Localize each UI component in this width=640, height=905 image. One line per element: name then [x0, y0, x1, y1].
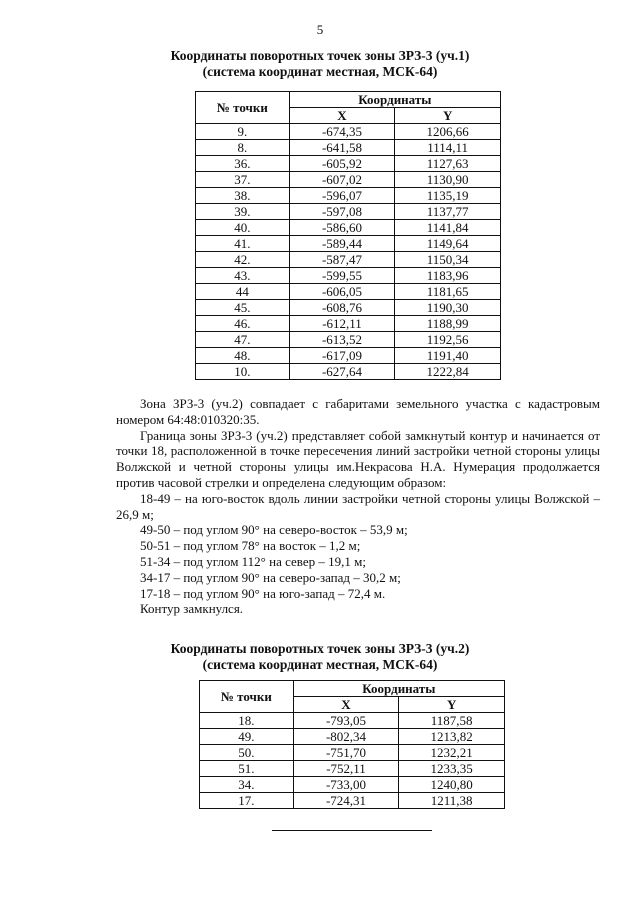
table-row: [200, 793, 505, 809]
x-cell: -751,70: [293, 745, 399, 761]
x-cell: -587,47: [289, 252, 395, 268]
table-row: [196, 156, 501, 172]
point-cell: 34.: [200, 777, 294, 793]
header-point: № точки: [200, 681, 294, 713]
segment-51-34: 51-34 – под углом 112° на север – 19,1 м;: [140, 553, 366, 569]
table-row: [196, 316, 501, 332]
y-cell: 1130,90: [395, 172, 501, 188]
y-cell: 1206,66: [395, 124, 501, 140]
point-cell: 37.: [196, 172, 290, 188]
y-cell: 1187,58: [399, 713, 505, 729]
x-cell: -613,52: [289, 332, 395, 348]
table1-title-line1: Координаты поворотных точек зоны ЗРЗ-3 (уч.1): [170, 48, 470, 63]
y-cell: 1149,64: [395, 236, 501, 252]
table-row: [196, 364, 501, 380]
x-cell: -733,00: [293, 777, 399, 793]
x-cell: -802,34: [293, 729, 399, 745]
table-row: [196, 284, 501, 300]
y-cell: 1233,35: [399, 761, 505, 777]
point-cell: 51.: [200, 761, 294, 777]
y-cell: 1183,96: [395, 268, 501, 284]
y-cell: 1190,30: [395, 300, 501, 316]
table-row: [200, 713, 505, 729]
table2-title: [60, 641, 580, 673]
segment-49-50: 49-50 – под углом 90° на северо-восток – 53,9 м;: [140, 522, 408, 538]
y-cell: 1141,84: [395, 220, 501, 236]
point-cell: 41.: [196, 236, 290, 252]
x-cell: -793,05: [293, 713, 399, 729]
table-row: [196, 204, 501, 220]
segment-18-49: 18-49 – на юго-восток вдоль линии застройки четной стороны улицы Волжской – 26,9 м;: [116, 490, 600, 522]
x-cell: -608,76: [289, 300, 395, 316]
header-y: Y: [399, 697, 505, 713]
x-cell: -586,60: [289, 220, 395, 236]
y-cell: 1232,21: [399, 745, 505, 761]
y-cell: 1192,56: [395, 332, 501, 348]
x-cell: -606,05: [289, 284, 395, 300]
signature-line: [272, 830, 432, 831]
header-x: X: [293, 697, 399, 713]
coordinates-table-2: [199, 680, 505, 809]
x-cell: -627,64: [289, 364, 395, 380]
table-row: [196, 188, 501, 204]
x-cell: -612,11: [289, 316, 395, 332]
table-row: [196, 300, 501, 316]
x-cell: -605,92: [289, 156, 395, 172]
table2-title-line2: (система координат местная, МСК-64): [202, 657, 438, 672]
x-cell: -724,31: [293, 793, 399, 809]
x-cell: -596,07: [289, 188, 395, 204]
table1-body: [196, 124, 501, 380]
table1-title: [60, 48, 580, 80]
header-y: Y: [395, 108, 501, 124]
x-cell: -607,02: [289, 172, 395, 188]
point-cell: 10.: [196, 364, 290, 380]
table-row: [196, 236, 501, 252]
table-row: [196, 124, 501, 140]
y-cell: 1222,84: [395, 364, 501, 380]
description-text: [116, 396, 600, 617]
point-cell: 47.: [196, 332, 290, 348]
y-cell: 1127,63: [395, 156, 501, 172]
point-cell: 44: [196, 284, 290, 300]
paragraph-boundary: Граница зоны ЗРЗ-3 (уч.2) представляет собой замкнутый контур и начинается от точки 18, расположенной в точке пересечения линий застройки четной стороны улицы Волжской и четной стороны улицы им.Некрасова Н.А. Нумерация продолжается против часовой стрелки и определена следующим образом:: [116, 427, 600, 490]
x-cell: -617,09: [289, 348, 395, 364]
point-cell: 39.: [196, 204, 290, 220]
y-cell: 1213,82: [399, 729, 505, 745]
table-row: [200, 729, 505, 745]
point-cell: 45.: [196, 300, 290, 316]
contour-closed: Контур замкнулся.: [140, 601, 244, 617]
point-cell: 49.: [200, 729, 294, 745]
segment-34-17: 34-17 – под углом 90° на северо-запад – 30,2 м;: [140, 569, 401, 585]
table-row: [196, 220, 501, 236]
y-cell: 1191,40: [395, 348, 501, 364]
table-row: [196, 348, 501, 364]
y-cell: 1188,99: [395, 316, 501, 332]
header-coordinates: Координаты: [293, 681, 504, 697]
point-cell: 40.: [196, 220, 290, 236]
y-cell: 1181,65: [395, 284, 501, 300]
point-cell: 38.: [196, 188, 290, 204]
table-row: [196, 252, 501, 268]
y-cell: 1240,80: [399, 777, 505, 793]
table2-title-line1: Координаты поворотных точек зоны ЗРЗ-3 (уч.2): [170, 641, 470, 656]
table-row: [196, 172, 501, 188]
y-cell: 1114,11: [395, 140, 501, 156]
x-cell: -674,35: [289, 124, 395, 140]
point-cell: 9.: [196, 124, 290, 140]
y-cell: 1135,19: [395, 188, 501, 204]
x-cell: -597,08: [289, 204, 395, 220]
y-cell: 1211,38: [399, 793, 505, 809]
point-cell: 50.: [200, 745, 294, 761]
table-row: [200, 777, 505, 793]
page-number: 5: [316, 22, 324, 37]
table-row: [200, 745, 505, 761]
table-row: [200, 761, 505, 777]
header-point: № точки: [196, 92, 290, 124]
paragraph-cadastral: Зона ЗРЗ-3 (уч.2) совпадает с габаритами земельного участка с кадастровым номером 64:48:010320:35.: [116, 396, 600, 427]
point-cell: 48.: [196, 348, 290, 364]
segment-50-51: 50-51 – под углом 78° на восток – 1,2 м;: [140, 538, 361, 554]
table2-body: [200, 713, 505, 809]
coordinates-table-1: [195, 91, 501, 380]
point-cell: 17.: [200, 793, 294, 809]
y-cell: 1137,77: [395, 204, 501, 220]
y-cell: 1150,34: [395, 252, 501, 268]
table-row: [196, 332, 501, 348]
x-cell: -589,44: [289, 236, 395, 252]
header-coordinates: Координаты: [289, 92, 500, 108]
point-cell: 8.: [196, 140, 290, 156]
segment-17-18: 17-18 – под углом 90° на юго-запад – 72,4 м.: [140, 585, 386, 601]
x-cell: -641,58: [289, 140, 395, 156]
point-cell: 36.: [196, 156, 290, 172]
table-row: [196, 140, 501, 156]
point-cell: 46.: [196, 316, 290, 332]
x-cell: -599,55: [289, 268, 395, 284]
point-cell: 43.: [196, 268, 290, 284]
x-cell: -752,11: [293, 761, 399, 777]
header-x: X: [289, 108, 395, 124]
table1-title-line2: (система координат местная, МСК-64): [202, 64, 438, 79]
point-cell: 18.: [200, 713, 294, 729]
table-row: [196, 268, 501, 284]
point-cell: 42.: [196, 252, 290, 268]
